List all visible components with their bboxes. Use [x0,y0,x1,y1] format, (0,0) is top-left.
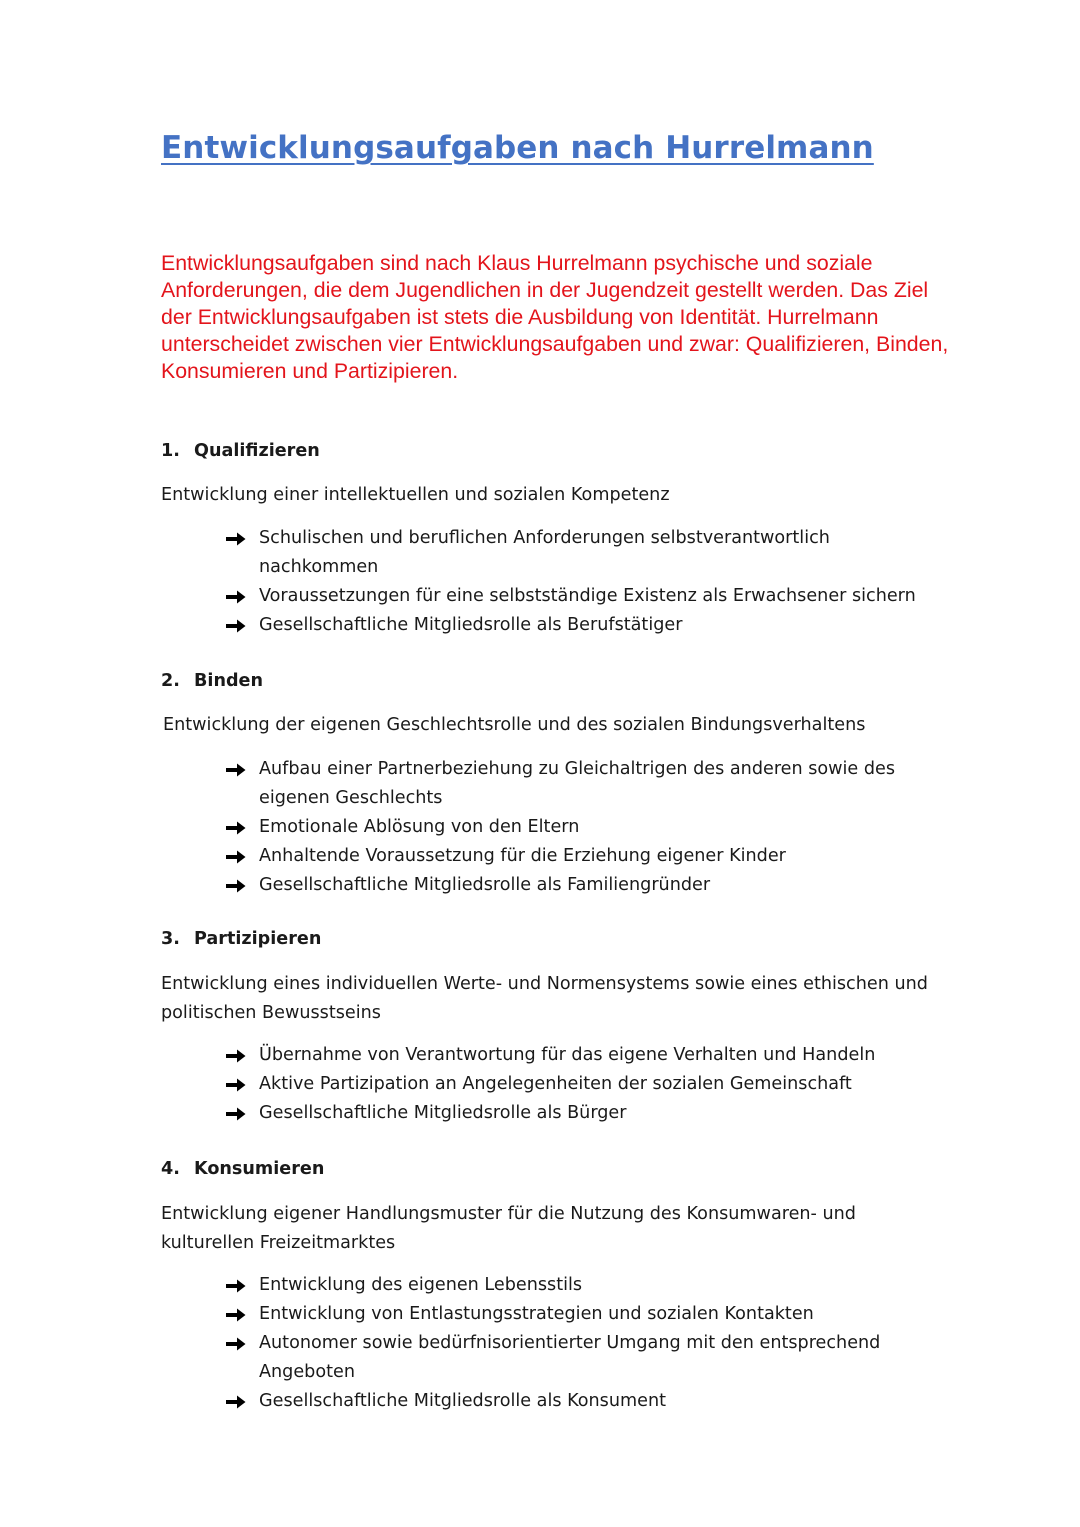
bullet-text: Aufbau einer Partnerbeziehung zu Gleichaltrigen des anderen sowie des eigenen Geschlechts [259,759,896,808]
right-arrow-icon [226,1300,259,1329]
section-heading [161,671,263,691]
bullet-text: Gesellschaftliche Mitgliedsrolle als Konsument [259,1391,667,1411]
list-item [226,1387,926,1416]
list-item [226,611,926,640]
page-title: Entwicklungsaufgaben nach Hurrelmann [161,130,874,166]
section-description: Entwicklung eines individuellen Werte- und Normensystems sowie eines ethischen und politischen Bewusstseins [161,974,928,1023]
section-number: 2. [161,671,180,691]
right-arrow-icon [226,582,259,611]
bullet-text: Autonomer sowie bedürfnisorientierter Umgang mit den entsprechend Angeboten [259,1333,881,1382]
right-arrow-icon [226,755,259,784]
bullet-list [226,524,926,640]
right-arrow-icon [226,1041,259,1070]
right-arrow-icon [226,1329,259,1358]
right-arrow-icon [226,1271,259,1300]
section-heading [161,929,321,949]
list-item [226,1300,926,1329]
section-number: 4. [161,1159,180,1179]
section-heading-label: Binden [194,671,264,691]
bullet-text: Entwicklung des eigenen Lebensstils [259,1275,583,1295]
right-arrow-icon [226,524,259,553]
bullet-text: Entwicklung von Entlastungsstrategien und sozialen Kontakten [259,1304,814,1324]
bullet-text: Aktive Partizipation an Angelegenheiten der sozialen Gemeinschaft [259,1074,852,1094]
list-item [226,755,926,813]
list-item [226,1041,926,1070]
right-arrow-icon [226,813,259,842]
section-heading-label: Partizipieren [194,929,322,949]
right-arrow-icon [226,871,259,900]
section-heading-label: Konsumieren [194,1159,325,1179]
section-heading-label: Qualifizieren [194,441,320,461]
list-item [226,1099,926,1128]
section-number: 3. [161,929,180,949]
right-arrow-icon [226,1387,259,1416]
list-item [226,1271,926,1300]
list-item [226,871,926,900]
bullet-text: Gesellschaftliche Mitgliedsrolle als Familiengründer [259,875,711,895]
section-number: 1. [161,441,180,461]
list-item [226,1070,926,1099]
right-arrow-icon [226,1070,259,1099]
right-arrow-icon [226,842,259,871]
right-arrow-icon [226,1099,259,1128]
bullet-text: Emotionale Ablösung von den Eltern [259,817,580,837]
list-item [226,813,926,842]
bullet-list [226,1271,926,1416]
list-item [226,582,926,611]
bullet-text: Übernahme von Verantwortung für das eigene Verhalten und Handeln [259,1045,876,1065]
list-item [226,842,926,871]
bullet-text: Voraussetzungen für eine selbstständige Existenz als Erwachsener sichern [259,586,916,606]
section-description: Entwicklung der eigenen Geschlechtsrolle und des sozialen Bindungsverhaltens [163,715,866,735]
bullet-text: Anhaltende Voraussetzung für die Erziehung eigener Kinder [259,846,786,866]
bullet-text: Gesellschaftliche Mitgliedsrolle als Berufstätiger [259,615,683,635]
section-description: Entwicklung eigener Handlungsmuster für die Nutzung des Konsumwaren- und kulturellen Freizeitmarktes [161,1204,856,1253]
bullet-list [226,1041,926,1128]
section-description: Entwicklung einer intellektuellen und sozialen Kompetenz [161,485,670,505]
intro-paragraph: Entwicklungsaufgaben sind nach Klaus Hurrelmann psychische und soziale Anforderungen, die dem Jugendlichen in der Jugendzeit gestellt werden. Das Ziel der Entwicklungsaufgaben ist stets die Ausbildung von Identität. Hurrelmann unterscheidet zwischen vier Entwicklungsaufgaben und zwar: Qualifizieren, Binden, Konsumieren und Partizipieren. [161,251,949,383]
section-heading [161,1159,324,1179]
bullet-list [226,755,926,900]
bullet-text: Gesellschaftliche Mitgliedsrolle als Bürger [259,1103,627,1123]
list-item [226,524,926,582]
section-heading [161,441,320,461]
right-arrow-icon [226,611,259,640]
list-item [226,1329,926,1387]
bullet-text: Schulischen und beruflichen Anforderungen selbstverantwortlich nachkommen [259,528,830,577]
